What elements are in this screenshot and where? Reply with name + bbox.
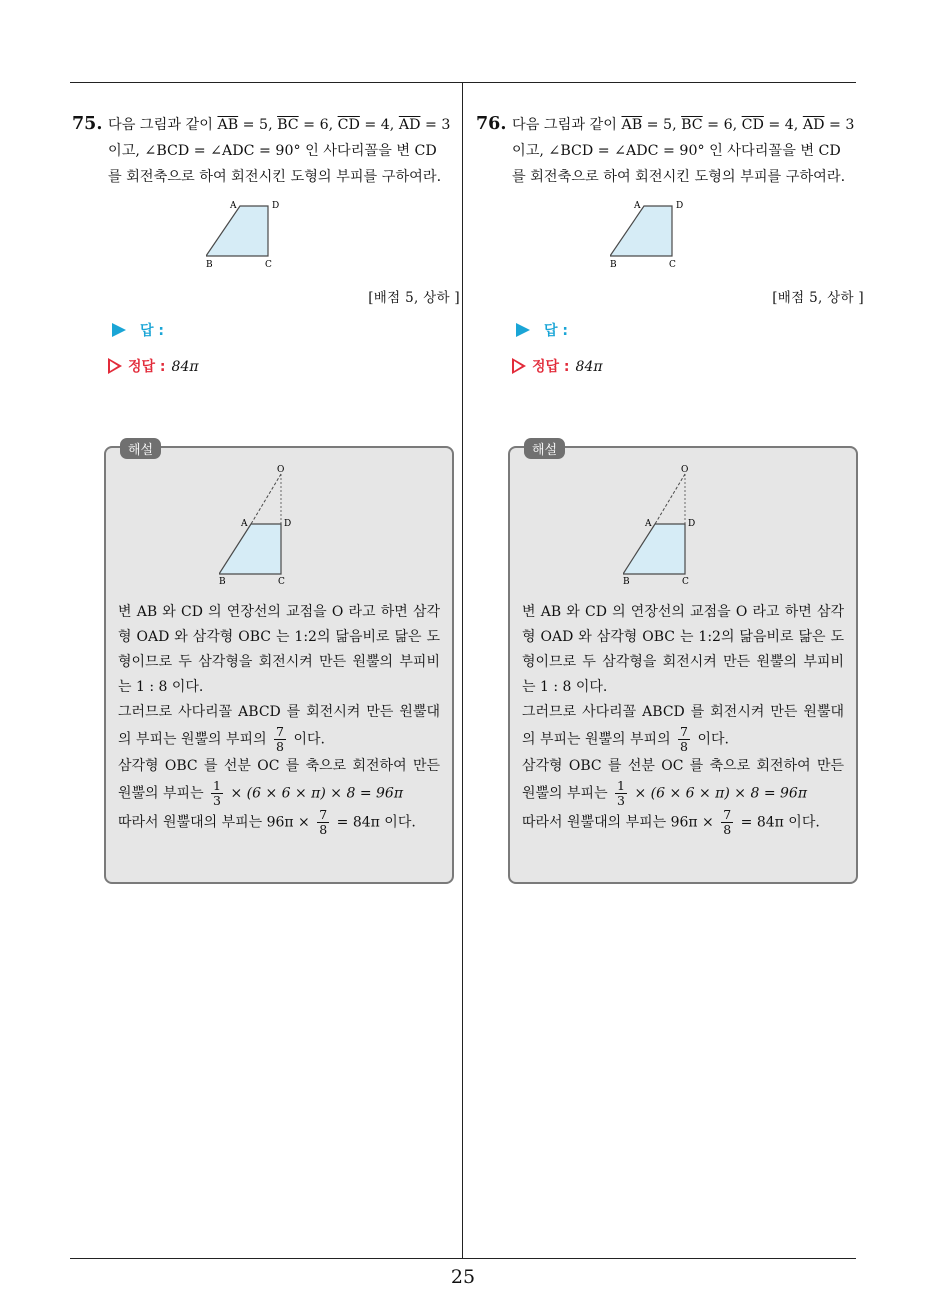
- trapezoid-shape: [610, 206, 672, 256]
- trapezoid-figure: [610, 196, 730, 268]
- solution-figure: [219, 462, 339, 584]
- page-number: 25: [450, 1266, 476, 1288]
- label-b: B: [623, 577, 630, 584]
- question-75: [72, 112, 460, 837]
- fraction: $\frac{7}{8}$: [319, 807, 328, 837]
- top-rule: [70, 82, 856, 83]
- fraction: $\frac{1}{3}$: [617, 778, 625, 808]
- correct-answer: 정답 : 84π: [108, 354, 460, 380]
- solution-text: 변 AB 와 CD 의 연장선의 교점을 O 라고 하면 삼각형 OAD 와 삼각형 OBC 는 1:2의 닮음비로 닮은 도형이므로 두 삼각형을 회전시켜 만든 원뿔의 부피비는 1 : 8 이다. 그러므로 사다리꼴 ABCD 를 회전시켜 만든 원뿔대의 부피는 원뿔의 부피의 $\frac{7}{8}$ 이다. 삼각형 OBC 를 선분 OC 를 축으로 회전하여 만든 원뿔의 부피는 $\frac{1}{3}$ × (6 × 6 × π) × 8 = 96π 따라서 원뿔대의 부피는 96π × $\frac{7}{8}$ = 84π 이다.: [118, 604, 440, 837]
- label-d: D: [676, 201, 684, 211]
- question-text: 다음 그림과 같이 $\overline{AB} = 5$, $\overline{BC} = 6$, $\overline{CD} = 4$, $\overline{AD} = 3$ 이고, ∠BCD = ∠ADC = 90° 인 사다리꼴을 변 CD 를 회전축으로 하여 회전시킨 도형의 부피를 구하여라.: [108, 117, 451, 185]
- answer-arrow-icon: [516, 323, 530, 337]
- solution-tag: 해설: [120, 438, 161, 459]
- correct-answer: 정답 : 84π: [512, 354, 864, 380]
- label-b: B: [206, 260, 213, 268]
- fraction: $\frac{7}{8}$: [276, 724, 284, 754]
- label-c: C: [669, 260, 676, 268]
- label-c: C: [265, 260, 272, 268]
- score-info: [배점 5, 상하 ]: [772, 290, 864, 306]
- solution-box: [104, 443, 454, 884]
- label-o: O: [277, 465, 285, 475]
- label-b: B: [610, 260, 617, 268]
- question-number: 75.: [72, 114, 103, 134]
- label-a: A: [645, 519, 652, 529]
- question-text: 다음 그림과 같이 $\overline{AB} = 5$, $\overline{BC} = 6$, $\overline{CD} = 4$, $\overline{AD} = 3$ 이고, ∠BCD = ∠ADC = 90° 인 사다리꼴을 변 CD 를 회전축으로 하여 회전시킨 도형의 부피를 구하여라.: [512, 117, 855, 185]
- label-d: D: [272, 201, 280, 211]
- question-76: [476, 112, 864, 837]
- label-a: A: [241, 519, 248, 529]
- solution-tag: 해설: [524, 438, 565, 459]
- correct-arrow-icon: [512, 358, 526, 374]
- extension-line-ab: [655, 474, 685, 524]
- trapezoid-shape: [623, 524, 685, 574]
- score-info: [배점 5, 상하 ]: [368, 290, 460, 306]
- extension-line-ab: [251, 474, 281, 524]
- answer-line: 답 :: [516, 318, 864, 344]
- answer-line: 답 :: [112, 318, 460, 344]
- question-prompt: [476, 112, 864, 190]
- trapezoid-shape: [219, 524, 281, 574]
- label-b: B: [219, 577, 226, 584]
- question-number: 76.: [476, 114, 507, 134]
- solution-figure: [623, 462, 743, 584]
- fraction: $\frac{1}{3}$: [213, 778, 221, 808]
- solution-box: [508, 443, 858, 884]
- solution-text: 변 AB 와 CD 의 연장선의 교점을 O 라고 하면 삼각형 OAD 와 삼각형 OBC 는 1:2의 닮음비로 닮은 도형이므로 두 삼각형을 회전시켜 만든 원뿔의 부피비는 1 : 8 이다. 그러므로 사다리꼴 ABCD 를 회전시켜 만든 원뿔대의 부피는 원뿔의 부피의 $\frac{7}{8}$ 이다. 삼각형 OBC 를 선분 OC 를 축으로 회전하여 만든 원뿔의 부피는 $\frac{1}{3}$ × (6 × 6 × π) × 8 = 96π 따라서 원뿔대의 부피는 96π × $\frac{7}{8}$ = 84π 이다.: [522, 604, 844, 837]
- label-d: D: [284, 519, 292, 529]
- label-c: C: [278, 577, 285, 584]
- trapezoid-shape: [206, 206, 268, 256]
- label-a: A: [230, 201, 237, 211]
- fraction: $\frac{7}{8}$: [680, 724, 688, 754]
- answer-arrow-icon: [112, 323, 126, 337]
- label-o: O: [681, 465, 689, 475]
- label-d: D: [688, 519, 696, 529]
- label-c: C: [682, 577, 689, 584]
- label-a: A: [634, 201, 641, 211]
- correct-arrow-icon: [108, 358, 122, 374]
- fraction: $\frac{7}{8}$: [723, 807, 732, 837]
- question-prompt: [72, 112, 460, 190]
- bottom-rule: [70, 1258, 856, 1259]
- column-divider: [462, 82, 463, 1258]
- trapezoid-figure: [206, 196, 326, 268]
